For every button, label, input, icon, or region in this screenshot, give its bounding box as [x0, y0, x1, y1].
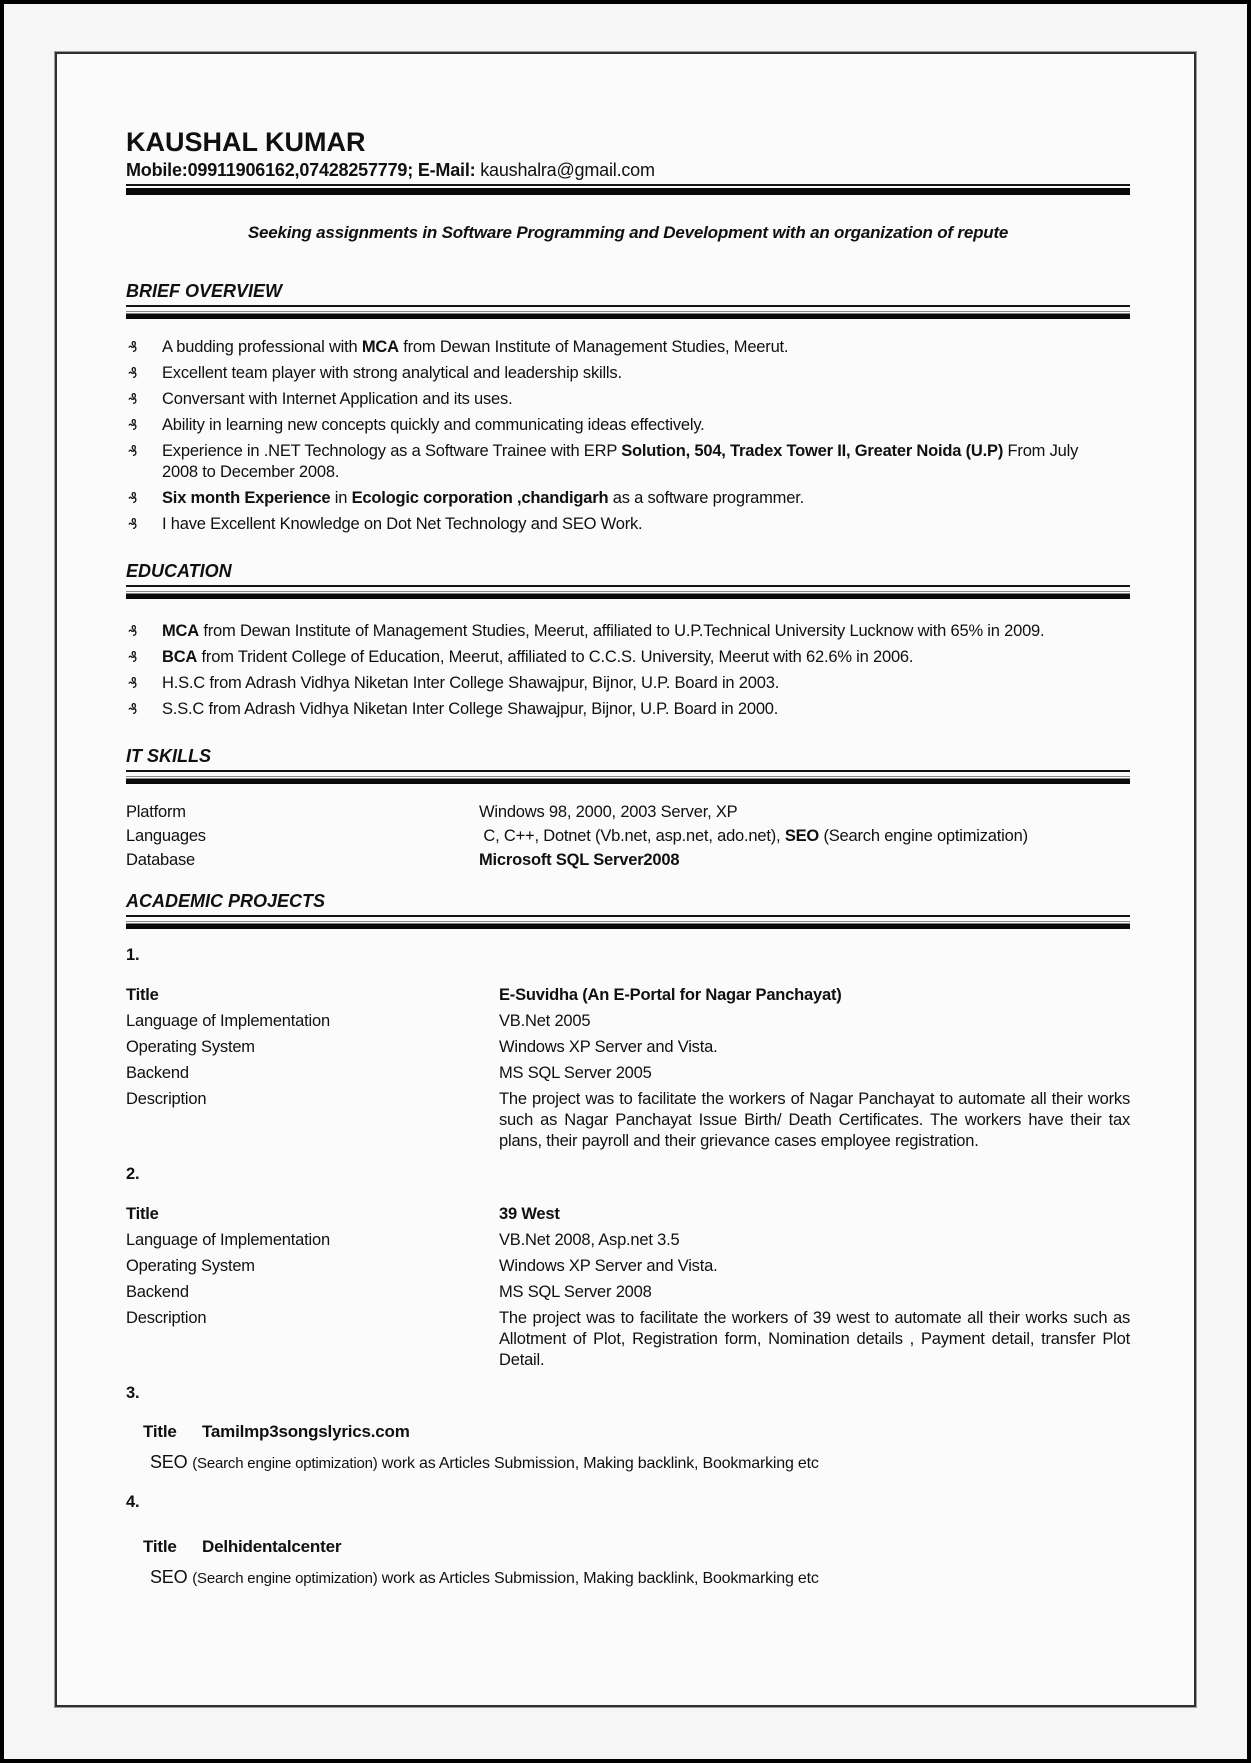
row-label: Title [143, 1422, 177, 1441]
pfennig-bullet-icon: ₰ [128, 338, 138, 356]
pfennig-bullet-icon: ₰ [128, 364, 138, 382]
project-title: Tamilmp3songslyrics.com [202, 1422, 410, 1441]
project-1-table [126, 985, 1130, 1152]
project-number: 4. [126, 1493, 140, 1511]
table-row [126, 850, 1130, 871]
pfennig-bullet-icon: ₰ [128, 515, 138, 533]
table-row: Operating System Windows XP Server and Vista. [126, 1038, 718, 1056]
pfennig-bullet-icon: ₰ [128, 622, 138, 640]
project-3-seo-line: SEO (Search engine optimization) work as Articles Submission, Making backlink, Bookmarking etc [150, 1452, 819, 1472]
list-item: ₰ BCA from Trident College of Education, Meerut, affiliated to C.C.S. University, Meerut with 62.6% in 2006. [128, 648, 914, 666]
pfennig-bullet-icon: ₰ [128, 489, 138, 507]
list-item: ₰ Six month Experience in Ecologic corporation ,chandigarh as a software programmer. [128, 489, 804, 507]
header [126, 128, 1130, 243]
list-item: ₰ Conversant with Internet Application and its uses. [128, 390, 513, 408]
section-academic-projects [126, 891, 1130, 1589]
table-row: Title E-Suvidha (An E-Portal for Nagar Panchayat) [126, 986, 842, 1004]
list-item: ₰ A budding professional with MCA from Dewan Institute of Management Studies, Meerut. [128, 338, 789, 356]
contact-line [126, 160, 1130, 181]
objective-statement: Seeking assignments in Software Programming and Development with an organization of repute [247, 223, 1009, 242]
project-number: 2. [126, 1165, 140, 1183]
section-education [126, 561, 1130, 720]
list-item: ₰ H.S.C from Adrash Vidhya Niketan Inter College Shawajpur, Bijnor, U.P. Board in 2003. [128, 674, 780, 692]
pfennig-bullet-icon: ₰ [128, 648, 138, 666]
header-rule [126, 184, 1130, 195]
table-row: Description The project was to facilitate the workers of Nagar Panchayat to automate all their works such as Nagar Panchayat Issue Birth/ Death Certificates. The workers have their tax plans, their payroll and their grievance cases employee registration. [126, 1090, 1130, 1150]
table-row: Language of Implementation VB.Net 2005 [126, 1012, 591, 1030]
section-title-education: EDUCATION [126, 561, 1130, 587]
candidate-name: KAUSHAL KUMAR [126, 127, 366, 157]
it-skills-table [126, 802, 1130, 871]
section-title-it-skills: IT SKILLS [126, 746, 1130, 772]
row-label: Title [143, 1537, 177, 1556]
row-label: Platform [126, 803, 186, 821]
overview-list [126, 337, 1130, 535]
list-item: ₰ I have Excellent Knowledge on Dot Net Technology and SEO Work. [128, 515, 643, 533]
section-rule [126, 921, 1130, 929]
row-label: Database [126, 851, 196, 869]
pfennig-bullet-icon: ₰ [128, 390, 138, 408]
project-4-title-row [143, 1536, 1130, 1558]
section-rule [126, 311, 1130, 319]
table-row: Backend MS SQL Server 2008 [126, 1283, 652, 1301]
pfennig-bullet-icon: ₰ [128, 700, 138, 718]
table-row: Description The project was to facilitate the workers of 39 west to automate all their works such as Allotment of Plot, Registration form, Nomination details , Payment detail, transfer Plot Detail. [126, 1309, 1130, 1369]
contact-label: Mobile:09911906162,07428257779; E-Mail: [126, 160, 476, 180]
section-rule [126, 776, 1130, 784]
project-number: 1. [126, 946, 140, 964]
education-list [126, 621, 1130, 720]
list-item: ₰ Ability in learning new concepts quickly and communicating ideas effectively. [128, 416, 705, 434]
row-value: Microsoft SQL Server2008 [479, 851, 680, 869]
pfennig-bullet-icon: ₰ [128, 416, 138, 434]
table-row: Title 39 West [126, 1205, 560, 1223]
section-title-brief-overview: BRIEF OVERVIEW [126, 281, 1130, 307]
project-2-table [126, 1204, 1130, 1371]
email-value: kaushalra@gmail.com [475, 160, 655, 180]
row-value: Windows 98, 2000, 2003 Server, XP [479, 803, 738, 821]
project-title: Delhidentalcenter [202, 1537, 342, 1556]
section-title-academic-projects: ACADEMIC PROJECTS [126, 891, 1130, 917]
project-number: 3. [126, 1384, 140, 1402]
list-item: ₰ MCA from Dewan Institute of Management Studies, Meerut, affiliated to U.P.Technical University Lucknow with 65% in 2009. [128, 622, 1045, 640]
list-item: ₰ Experience in .NET Technology as a Software Trainee with ERP Solution, 504, Tradex Tower II, Greater Noida (U.P) From July 2008 to December 2008. [128, 442, 1079, 481]
table-row [126, 802, 1130, 823]
table-row: Language of Implementation VB.Net 2008, Asp.net 3.5 [126, 1231, 680, 1249]
resume-frame [55, 52, 1196, 1707]
project-4-seo-line: SEO (Search engine optimization) work as Articles Submission, Making backlink, Bookmarking etc [150, 1567, 819, 1587]
table-row [126, 826, 1130, 847]
row-label: Languages [126, 827, 206, 845]
list-item: ₰ Excellent team player with strong analytical and leadership skills. [128, 364, 622, 382]
project-3-title-row [143, 1421, 1130, 1443]
table-row: Operating System Windows XP Server and Vista. [126, 1257, 718, 1275]
pfennig-bullet-icon: ₰ [128, 674, 138, 692]
table-row: Backend MS SQL Server 2005 [126, 1064, 652, 1082]
list-item: ₰ S.S.C from Adrash Vidhya Niketan Inter College Shawajpur, Bijnor, U.P. Board in 2000. [128, 700, 779, 718]
section-it-skills [126, 746, 1130, 871]
row-value: C, C++, Dotnet (Vb.net, asp.net, ado.net), SEO (Search engine optimization) [479, 827, 1028, 845]
section-brief-overview [126, 281, 1130, 535]
pfennig-bullet-icon: ₰ [128, 442, 138, 460]
section-rule [126, 591, 1130, 599]
resume-content [57, 54, 1194, 1705]
